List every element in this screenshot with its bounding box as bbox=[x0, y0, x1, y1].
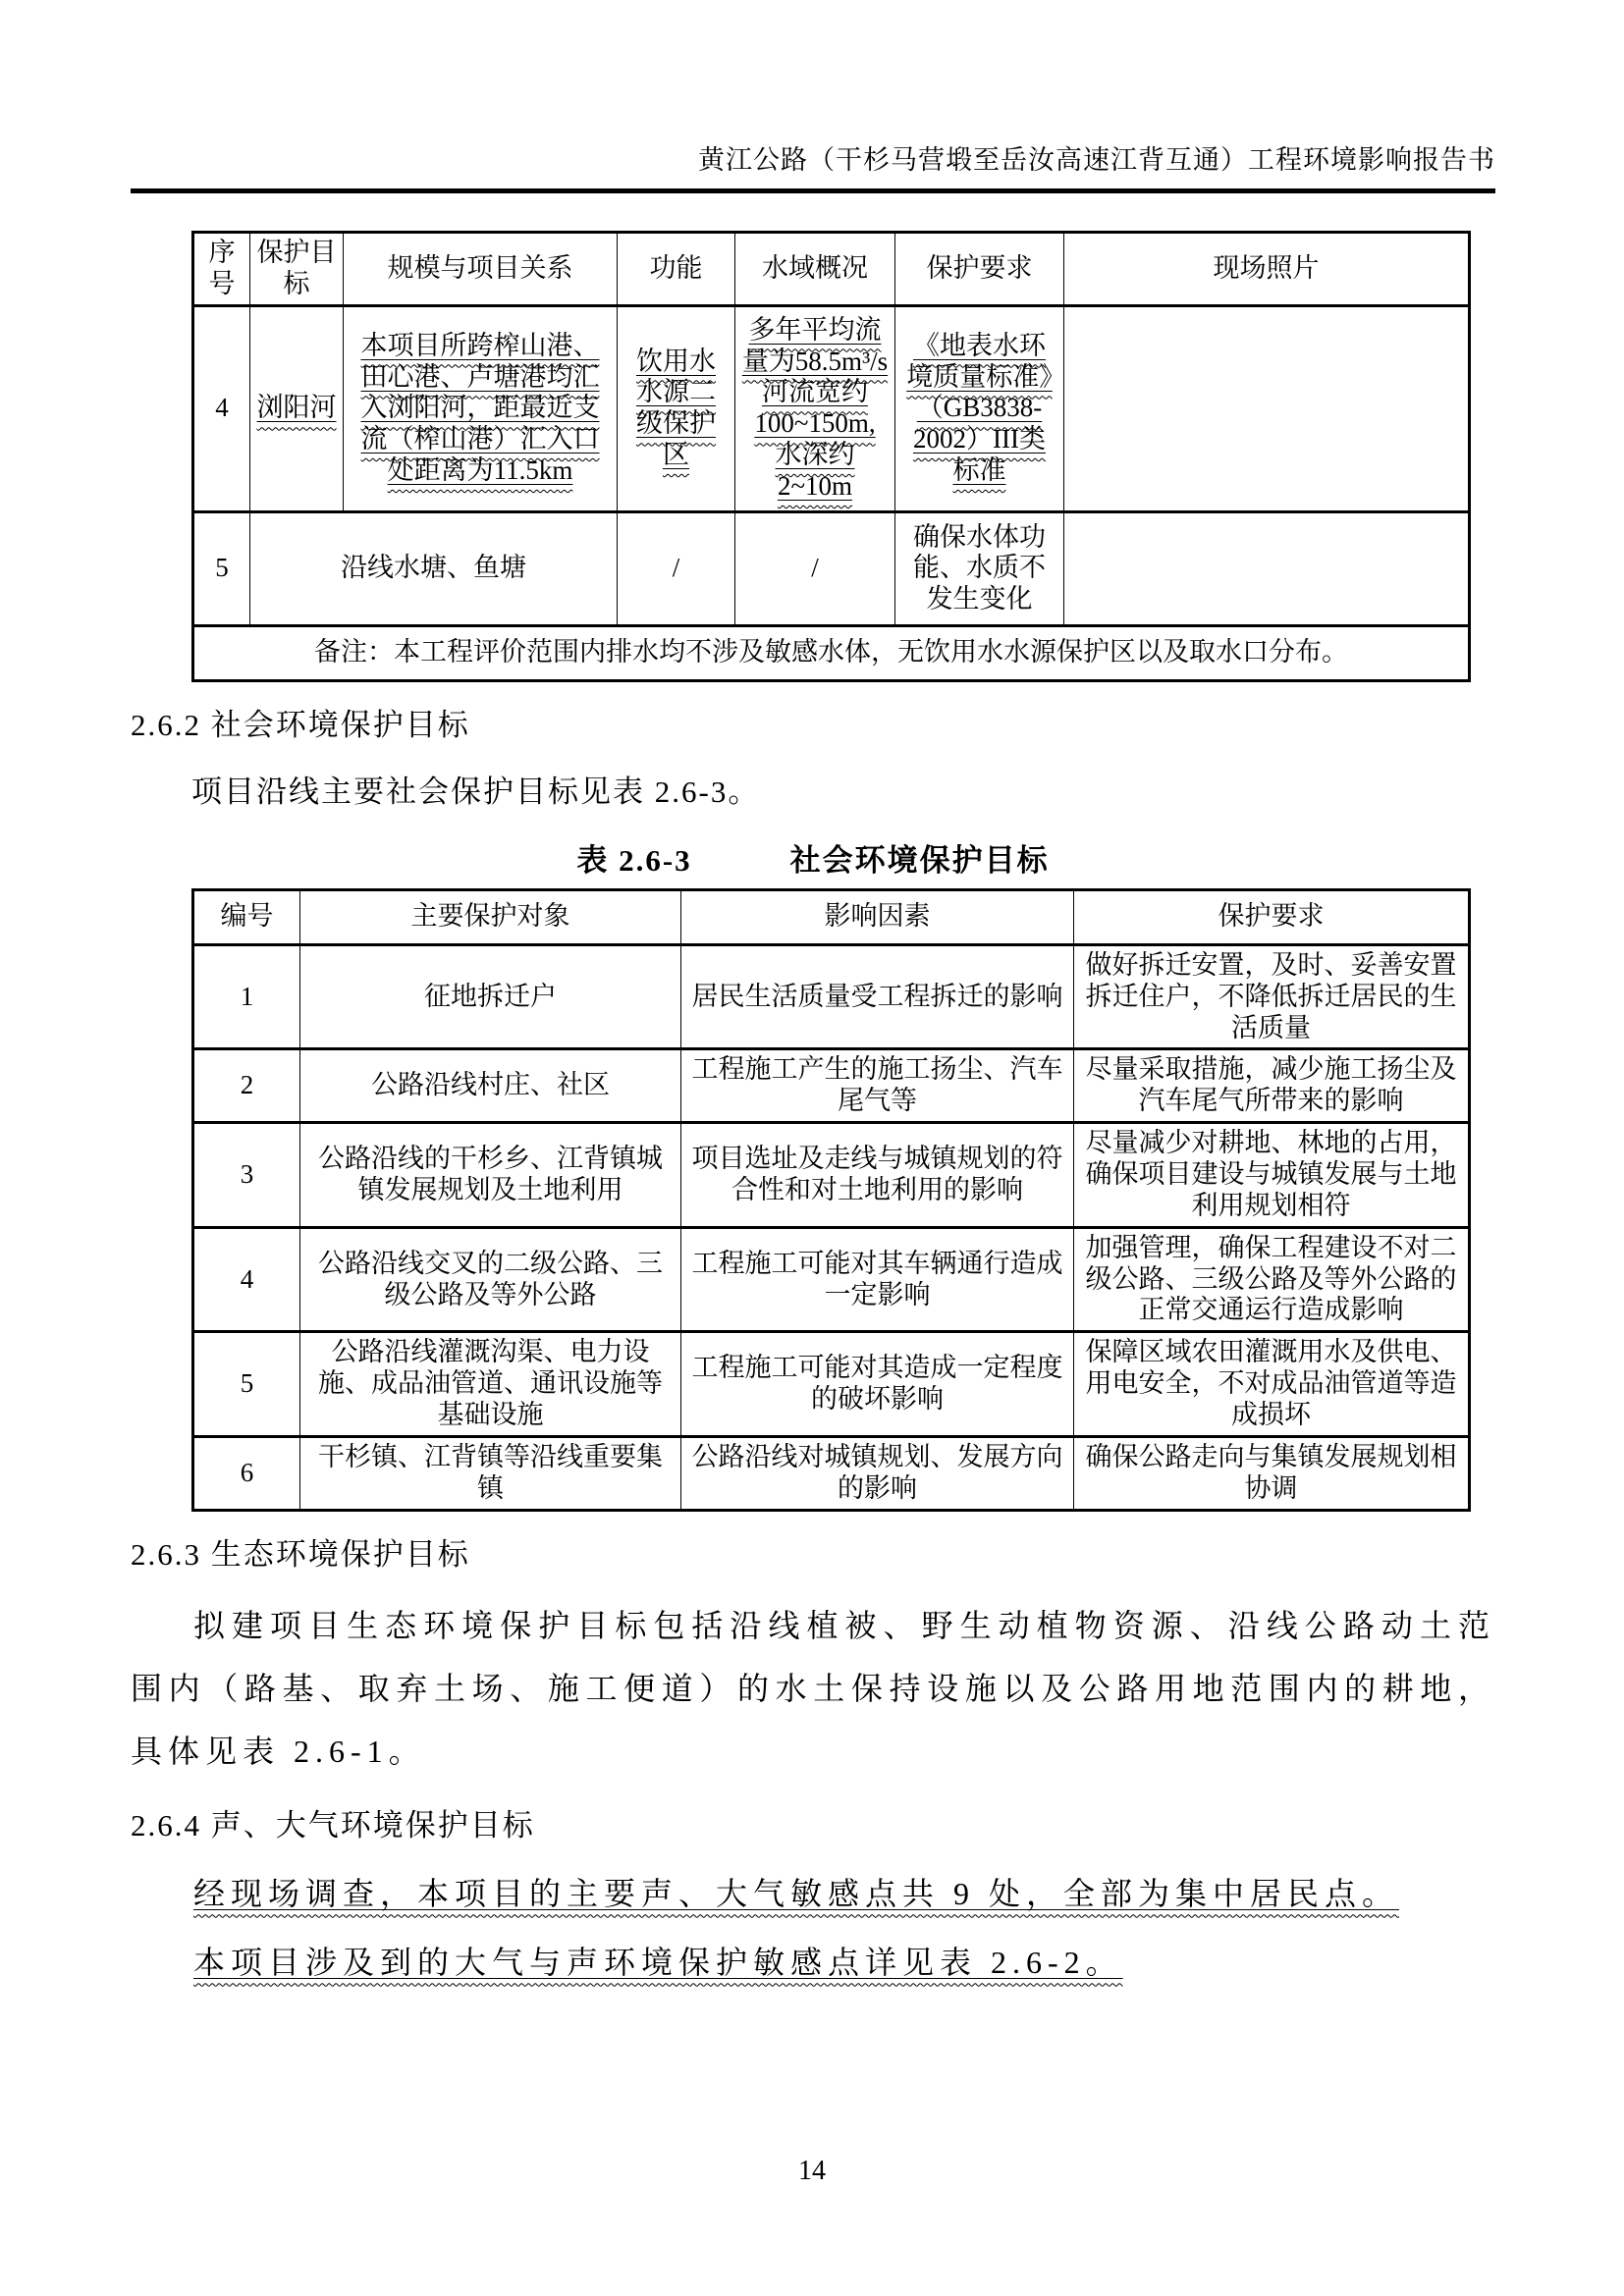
cell-overview: 多年平均流量为58.5m³/s河流宽约100~150m,水深约2~10m bbox=[735, 305, 895, 511]
noise-air-sensitive-points-line: 经现场调查，本项目的主要声、大气敏感点共 9 处，全部为集中居民点。 bbox=[193, 1875, 1400, 1911]
cell-factor: 工程施工可能对其车辆通行造成一定影响 bbox=[681, 1227, 1074, 1332]
cell-requirement: 尽量采取措施，减少施工扬尘及汽车尾气所带来的影响 bbox=[1074, 1049, 1470, 1123]
header-cell-no: 编号 bbox=[193, 889, 300, 944]
cell-object: 干杉镇、江背镇等沿线重要集镇 bbox=[300, 1436, 681, 1510]
cell-no: 3 bbox=[193, 1123, 300, 1228]
running-header bbox=[131, 143, 1495, 193]
cell-no: 5 bbox=[193, 1332, 300, 1437]
cell-object: 公路沿线交叉的二级公路、三级公路及等外公路 bbox=[300, 1227, 681, 1332]
cell-photo bbox=[1064, 511, 1470, 625]
table-row bbox=[193, 944, 1470, 1049]
social-table-caption bbox=[131, 839, 1495, 882]
table-row bbox=[193, 1227, 1470, 1332]
header-cell-photo: 现场照片 bbox=[1064, 233, 1470, 306]
cell-object: 公路沿线的干杉乡、江背镇城镇发展规划及土地利用 bbox=[300, 1123, 681, 1228]
cell-photo bbox=[1064, 305, 1470, 511]
note-cell: 备注：本工程评价范围内排水均不涉及敏感水体，无饮用水水源保护区以及取水口分布。 bbox=[193, 625, 1470, 680]
table-row-ponds bbox=[193, 511, 1470, 625]
water-protection-table bbox=[191, 231, 1471, 682]
cell-requirement: 确保公路走向与集镇发展规划相协调 bbox=[1074, 1436, 1470, 1510]
cell-requirement: 加强管理，确保工程建设不对二级公路、三级公路及等外公路的正常交通运行造成影响 bbox=[1074, 1227, 1470, 1332]
header-cell-object: 主要保护对象 bbox=[300, 889, 681, 944]
header-cell-factor: 影响因素 bbox=[681, 889, 1074, 944]
report-header-title: 黄江公路（干杉马营塅至岳汝高速江背互通）工程环境影响报告书 bbox=[698, 145, 1495, 175]
cell-relation: 本项目所跨榨山港、田心港、卢塘港均汇入浏阳河，距最近支流（榨山港）汇入口处距离为11.5km bbox=[344, 305, 618, 511]
section-heading-2-6-4: 2.6.4 声、大气环境保护目标 bbox=[131, 1807, 535, 1842]
cell-no: 4 bbox=[193, 305, 250, 511]
table-row bbox=[193, 1436, 1470, 1510]
page-number: 14 bbox=[798, 2156, 826, 2186]
header-cell-overview: 水域概况 bbox=[735, 233, 895, 306]
cell-factor: 工程施工可能对其造成一定程度的破坏影响 bbox=[681, 1332, 1074, 1437]
cell-factor: 工程施工产生的施工扬尘、汽车尾气等 bbox=[681, 1049, 1074, 1123]
cell-function: / bbox=[618, 511, 735, 625]
cell-no: 2 bbox=[193, 1049, 300, 1123]
header-rule bbox=[131, 188, 1495, 193]
social-table-header-row bbox=[193, 889, 1470, 944]
cell-object: 公路沿线灌溉沟渠、电力设施、成品油管道、通讯设施等基础设施 bbox=[300, 1332, 681, 1437]
cell-factor: 项目选址及走线与城镇规划的符合性和对土地利用的影响 bbox=[681, 1123, 1074, 1228]
header-cell-function: 功能 bbox=[618, 233, 735, 306]
header-cell-requirement: 保护要求 bbox=[1074, 889, 1470, 944]
cell-object: 征地拆迁户 bbox=[300, 944, 681, 1049]
cell-no: 4 bbox=[193, 1227, 300, 1332]
cell-requirement: 确保水体功能、水质不发生变化 bbox=[895, 511, 1064, 625]
cell-overview: / bbox=[735, 511, 895, 625]
caption-label: 表 2.6-3 bbox=[576, 842, 692, 878]
see-table-2-6-2-line: 本项目涉及到的大气与声环境保护敏感点详见表 2.6-2。 bbox=[193, 1944, 1123, 1980]
table-row-liuyang-river bbox=[193, 305, 1470, 511]
social-protection-table bbox=[191, 888, 1471, 1512]
cell-target: 浏阳河 bbox=[250, 305, 344, 511]
section-2-6-3-paragraph: 拟建项目生态环境保护目标包括沿线植被、野生动植物资源、沿线公路动土范围内（路基、取弃土场、施工便道）的水土保持设施以及公路用地范围内的耕地，具体见表 2.6-1。 bbox=[131, 1607, 1495, 1769]
table-row bbox=[193, 1332, 1470, 1437]
caption-title: 社会环境保护目标 bbox=[789, 842, 1050, 878]
section-heading-2-6-3: 2.6.3 生态环境保护目标 bbox=[131, 1536, 470, 1572]
table-row bbox=[193, 1049, 1470, 1123]
cell-function: 饮用水水源二级保护区 bbox=[618, 305, 735, 511]
header-cell-no: 序号 bbox=[193, 233, 250, 306]
cell-requirement: 保障区域农田灌溉用水及供电、用电安全，不对成品油管道等造成损坏 bbox=[1074, 1332, 1470, 1437]
cell-no: 6 bbox=[193, 1436, 300, 1510]
cell-requirement: 尽量减少对耕地、林地的占用，确保项目建设与城镇发展与土地利用规划相符 bbox=[1074, 1123, 1470, 1228]
header-cell-relation: 规模与项目关系 bbox=[344, 233, 618, 306]
cell-requirement: 《地表水环境质量标准》（GB3838-2002）III类标准 bbox=[895, 305, 1064, 511]
section-heading-2-6-2: 2.6.2 社会环境保护目标 bbox=[131, 707, 470, 742]
header-cell-requirement: 保护要求 bbox=[895, 233, 1064, 306]
table-row bbox=[193, 1123, 1470, 1228]
cell-factor: 居民生活质量受工程拆迁的影响 bbox=[681, 944, 1074, 1049]
cell-no: 5 bbox=[193, 511, 250, 625]
water-table-header-row bbox=[193, 233, 1470, 306]
table-note-row bbox=[193, 625, 1470, 680]
cell-target-relation: 沿线水塘、鱼塘 bbox=[250, 511, 618, 625]
cell-requirement: 做好拆迁安置，及时、妥善安置拆迁住户，不降低拆迁居民的生活质量 bbox=[1074, 944, 1470, 1049]
cell-factor: 公路沿线对城镇规划、发展方向的影响 bbox=[681, 1436, 1074, 1510]
section-2-6-2-paragraph: 项目沿线主要社会保护目标见表 2.6-3。 bbox=[191, 774, 761, 809]
cell-no: 1 bbox=[193, 944, 300, 1049]
cell-object: 公路沿线村庄、社区 bbox=[300, 1049, 681, 1123]
header-cell-target: 保护目标 bbox=[250, 233, 344, 306]
